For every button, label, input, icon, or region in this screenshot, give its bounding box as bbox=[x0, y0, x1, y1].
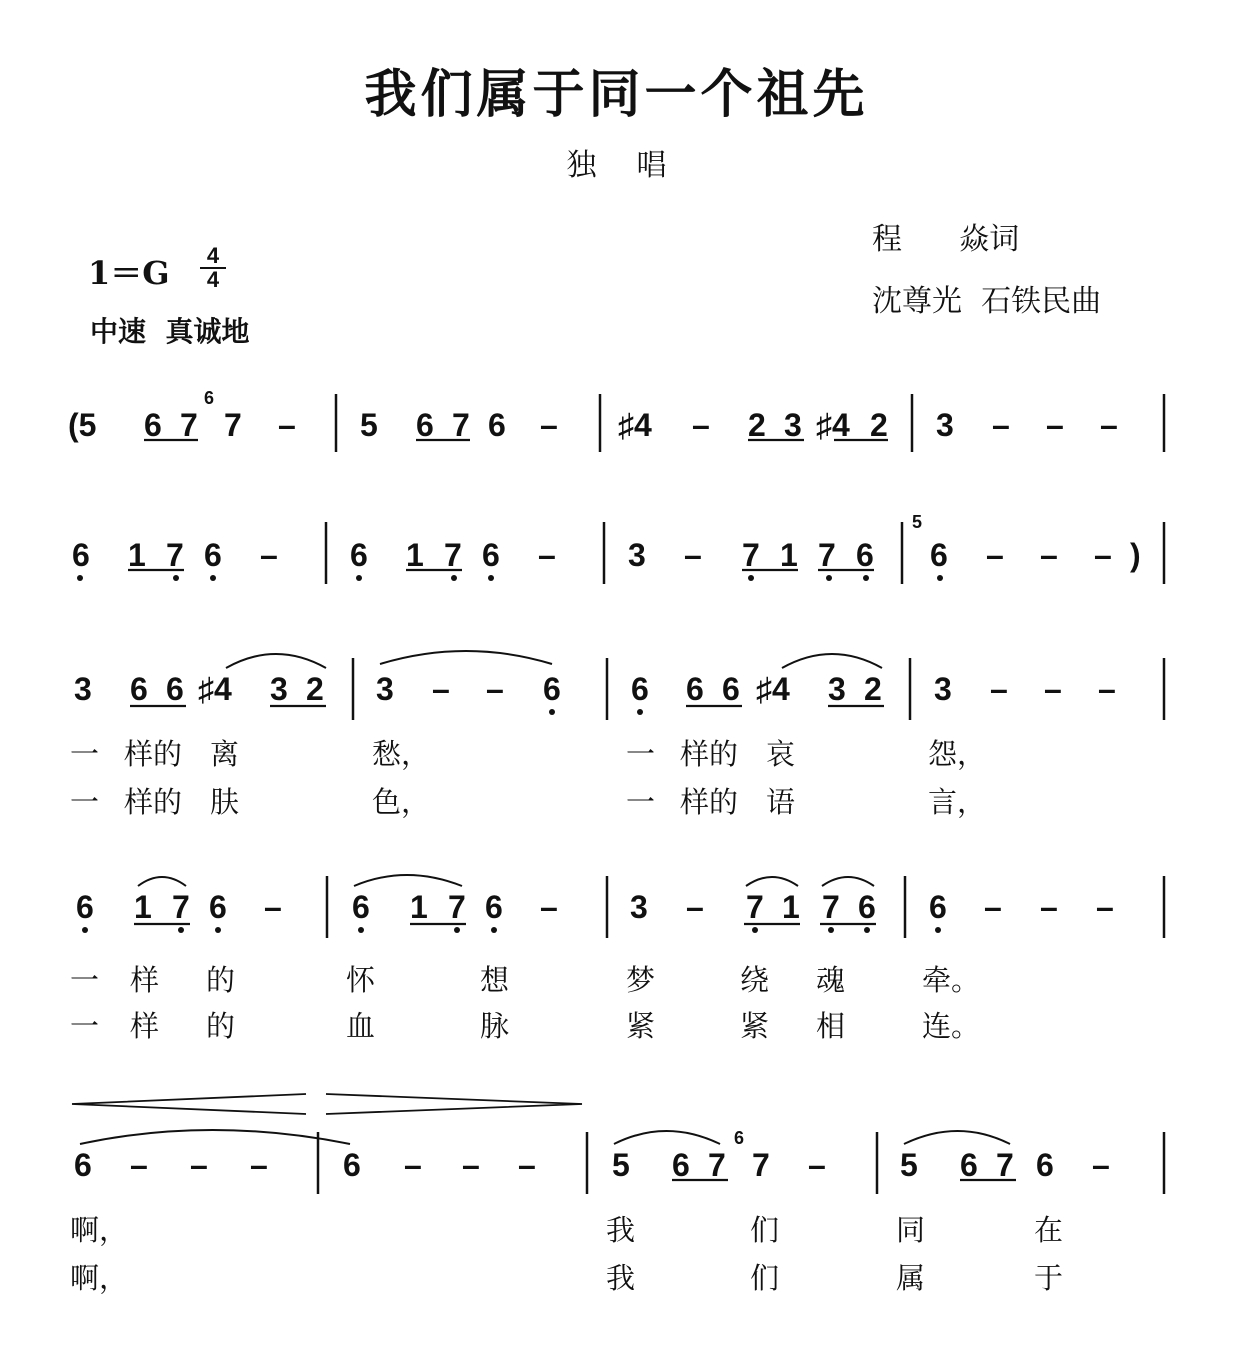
lyric: 血 bbox=[346, 1009, 376, 1043]
note: – bbox=[486, 671, 504, 707]
note: 7 bbox=[996, 1147, 1014, 1183]
lyric: 我 bbox=[606, 1213, 636, 1247]
note: – bbox=[1100, 407, 1118, 443]
note: – bbox=[984, 889, 1002, 925]
note: 2 bbox=[870, 407, 888, 443]
note: 1 bbox=[782, 889, 800, 925]
note: – bbox=[250, 1147, 268, 1183]
lyric: 们 bbox=[750, 1261, 780, 1295]
note: – bbox=[538, 537, 556, 573]
note: 3 bbox=[936, 407, 954, 443]
note: 3 bbox=[630, 889, 648, 925]
note: ♯4 bbox=[816, 407, 850, 443]
lyric: 哀 bbox=[766, 737, 796, 771]
tempo-marking: 中速 真诚地 bbox=[90, 315, 250, 348]
note: ♯4 bbox=[756, 671, 790, 707]
lyricist-credit: 程 焱词 bbox=[872, 222, 1020, 257]
note: 6 bbox=[144, 407, 162, 443]
note: 6 bbox=[929, 889, 947, 925]
note: 3 bbox=[828, 671, 846, 707]
note: 5 bbox=[360, 407, 378, 443]
lyric: 一 bbox=[70, 1009, 100, 1043]
note: – bbox=[432, 671, 450, 707]
row1-notes bbox=[68, 407, 1118, 443]
note: ♯4 bbox=[618, 407, 652, 443]
note: – bbox=[462, 1147, 480, 1183]
note: 5 bbox=[900, 1147, 918, 1183]
note: – bbox=[540, 407, 558, 443]
meter-denominator: 4 bbox=[206, 267, 220, 292]
lyric: 肤 bbox=[210, 785, 240, 819]
row5-notes bbox=[74, 1147, 1110, 1183]
note: 3 bbox=[934, 671, 952, 707]
note: 6 bbox=[543, 671, 561, 707]
note: 6 bbox=[485, 889, 503, 925]
song-title: 我们属于同一个祖先 bbox=[364, 64, 869, 125]
lyric: 脉 bbox=[480, 1009, 510, 1043]
note: – bbox=[692, 407, 710, 443]
note: 7 bbox=[180, 407, 198, 443]
note: – bbox=[1040, 537, 1058, 573]
note: – bbox=[540, 889, 558, 925]
note: – bbox=[264, 889, 282, 925]
grace-notes bbox=[204, 388, 922, 1148]
note: 3 bbox=[376, 671, 394, 707]
note: 7 bbox=[448, 889, 466, 925]
note: 7 bbox=[444, 537, 462, 573]
lyric: 一 bbox=[626, 785, 656, 819]
note: 7 bbox=[166, 537, 184, 573]
note: ) bbox=[1130, 537, 1141, 573]
row5-lyrics bbox=[70, 1213, 1063, 1295]
note: 7 bbox=[822, 889, 840, 925]
note: (5 bbox=[68, 407, 97, 443]
lyric: 言， bbox=[928, 785, 987, 819]
lyric: 样的 bbox=[680, 785, 739, 819]
note: 3 bbox=[784, 407, 802, 443]
note: 6 bbox=[209, 889, 227, 925]
note: 6 bbox=[858, 889, 876, 925]
note: 6 bbox=[488, 407, 506, 443]
row4-lyrics bbox=[70, 963, 980, 1043]
lyric: 同 bbox=[896, 1213, 926, 1247]
note: 6 bbox=[672, 1147, 690, 1183]
note: 2 bbox=[864, 671, 882, 707]
octave-dots bbox=[77, 575, 943, 933]
note: – bbox=[1096, 889, 1114, 925]
lyric: 怨， bbox=[928, 737, 987, 771]
lyric: 一 bbox=[70, 963, 100, 997]
note: 1 bbox=[410, 889, 428, 925]
lyric: 在 bbox=[1034, 1213, 1064, 1247]
note: 1 bbox=[134, 889, 152, 925]
lyric: 样 bbox=[130, 1009, 160, 1043]
lyric: 样的 bbox=[124, 785, 183, 819]
lyric: 一 bbox=[70, 737, 100, 771]
lyric: 连。 bbox=[922, 1009, 981, 1043]
note: – bbox=[1092, 1147, 1110, 1183]
note: 7 bbox=[742, 537, 760, 573]
note: – bbox=[992, 407, 1010, 443]
lyric: 们 bbox=[750, 1213, 780, 1247]
note: 7 bbox=[172, 889, 190, 925]
row2-notes bbox=[72, 537, 1141, 573]
lyric: 我 bbox=[606, 1261, 636, 1295]
note: 1 bbox=[780, 537, 798, 573]
note: 1 bbox=[406, 537, 424, 573]
grace-note: 6 bbox=[204, 388, 215, 408]
lyric: 绕 bbox=[740, 963, 770, 997]
note: 6 bbox=[1036, 1147, 1054, 1183]
note: 5 bbox=[612, 1147, 630, 1183]
lyric: 牵。 bbox=[922, 963, 981, 997]
note: 6 bbox=[76, 889, 94, 925]
row4-notes bbox=[76, 889, 1114, 925]
note: 6 bbox=[352, 889, 370, 925]
note: ♯4 bbox=[198, 671, 232, 707]
note: 1 bbox=[128, 537, 146, 573]
row3-lyrics bbox=[70, 737, 986, 819]
note: 3 bbox=[74, 671, 92, 707]
lyric: 的 bbox=[206, 963, 236, 997]
note: – bbox=[1098, 671, 1116, 707]
lyric: 一 bbox=[626, 737, 656, 771]
lyric: 属 bbox=[896, 1261, 926, 1295]
lyric: 离 bbox=[210, 737, 240, 771]
note: 6 bbox=[74, 1147, 92, 1183]
note: – bbox=[190, 1147, 208, 1183]
note: – bbox=[404, 1147, 422, 1183]
song-subtitle: 独唱 bbox=[566, 148, 707, 183]
note: – bbox=[260, 537, 278, 573]
note: 6 bbox=[631, 671, 649, 707]
note: – bbox=[1044, 671, 1062, 707]
note: 2 bbox=[748, 407, 766, 443]
lyric: 的 bbox=[206, 1009, 236, 1043]
note: – bbox=[686, 889, 704, 925]
note: 3 bbox=[270, 671, 288, 707]
lyric: 梦 bbox=[626, 963, 656, 997]
note: – bbox=[808, 1147, 826, 1183]
lyric: 啊， bbox=[70, 1213, 129, 1247]
note: – bbox=[278, 407, 296, 443]
note: 3 bbox=[628, 537, 646, 573]
lyric: 样的 bbox=[680, 737, 739, 771]
grace-note: 6 bbox=[734, 1128, 745, 1148]
barlines bbox=[318, 394, 1164, 1194]
composer-credit: 沈尊光 石铁民曲 bbox=[872, 284, 1102, 319]
lyric: 想 bbox=[480, 963, 510, 997]
note: 6 bbox=[960, 1147, 978, 1183]
note: 7 bbox=[224, 407, 242, 443]
lyric: 于 bbox=[1034, 1261, 1064, 1295]
note: 7 bbox=[818, 537, 836, 573]
note: – bbox=[518, 1147, 536, 1183]
key-text: 1＝G bbox=[88, 254, 170, 292]
note: 6 bbox=[343, 1147, 361, 1183]
note: 6 bbox=[166, 671, 184, 707]
note: 2 bbox=[306, 671, 324, 707]
note: – bbox=[1046, 407, 1064, 443]
note: 6 bbox=[722, 671, 740, 707]
note: 6 bbox=[350, 537, 368, 573]
note: 6 bbox=[204, 537, 222, 573]
note: 6 bbox=[686, 671, 704, 707]
note: 6 bbox=[856, 537, 874, 573]
note: 6 bbox=[930, 537, 948, 573]
note: – bbox=[130, 1147, 148, 1183]
lyric: 语 bbox=[766, 785, 796, 819]
row3-notes bbox=[74, 671, 1116, 707]
lyric: 啊， bbox=[70, 1261, 129, 1295]
lyric: 怀 bbox=[346, 963, 376, 997]
dynamics-hairpins bbox=[72, 1094, 582, 1114]
lyric: 紧 bbox=[740, 1009, 770, 1043]
lyric: 相 bbox=[816, 1009, 846, 1043]
note: – bbox=[1094, 537, 1112, 573]
note: – bbox=[986, 537, 1004, 573]
note: 6 bbox=[72, 537, 90, 573]
meter-numerator: 4 bbox=[206, 243, 220, 268]
note: 6 bbox=[482, 537, 500, 573]
grace-note: 5 bbox=[912, 512, 923, 532]
note: 6 bbox=[416, 407, 434, 443]
note: – bbox=[1040, 889, 1058, 925]
note: 7 bbox=[708, 1147, 726, 1183]
note: 7 bbox=[746, 889, 764, 925]
lyric: 一 bbox=[70, 785, 100, 819]
note: – bbox=[684, 537, 702, 573]
lyric: 样 bbox=[130, 963, 160, 997]
lyric: 样的 bbox=[124, 737, 183, 771]
lyric: 魂 bbox=[816, 963, 846, 997]
note: 6 bbox=[130, 671, 148, 707]
lyric: 紧 bbox=[626, 1009, 656, 1043]
lyric: 愁， bbox=[372, 737, 431, 771]
note: 7 bbox=[752, 1147, 770, 1183]
note: 7 bbox=[452, 407, 470, 443]
note: – bbox=[990, 671, 1008, 707]
lyric: 色， bbox=[372, 785, 431, 819]
